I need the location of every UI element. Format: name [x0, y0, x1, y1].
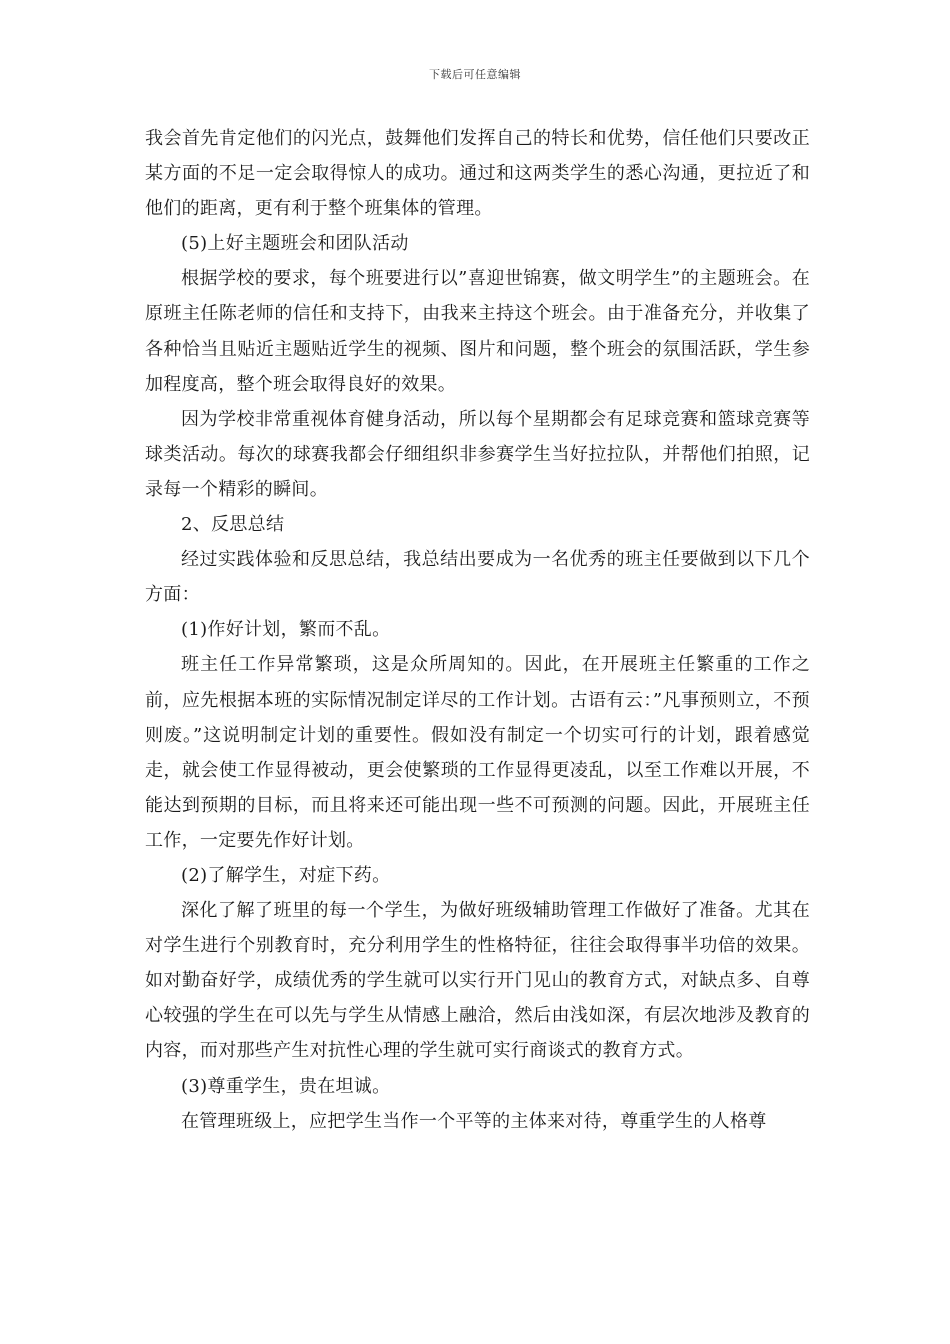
paragraph: 因为学校非常重视体育健身活动，所以每个星期都会有足球竞赛和篮球竞赛等球类活动。每次的球赛我都会仔细组织非参赛学生当好拉拉队，并帮他们拍照，记录每一个精彩的瞬间。 — [145, 408, 810, 500]
paragraph: 我会首先肯定他们的闪光点，鼓舞他们发挥自己的特长和优势，信任他们只要改正某方面的不足一定会取得惊人的成功。通过和这两类学生的悉心沟通，更拉近了和他们的距离，更有利于整个班集体的管理。 — [145, 128, 810, 220]
section-heading: (3)尊重学生，贵在坦诚。 — [181, 1075, 391, 1097]
paragraph: 经过实践体验和反思总结，我总结出要成为一名优秀的班主任要做到以下几个方面： — [145, 549, 810, 606]
document-body — [145, 121, 810, 1139]
section-heading: (2)了解学生，对症下药。 — [181, 864, 391, 886]
section-heading: 2、反思总结 — [181, 514, 285, 536]
paragraph: 在管理班级上，应把学生当作一个平等的主体来对待，尊重学生的人格尊 — [181, 1110, 767, 1132]
section-heading: (1)作好计划，繁而不乱。 — [181, 619, 391, 641]
paragraph: 班主任工作异常繁琐，这是众所周知的。因此，在开展班主任繁重的工作之前，应先根据本班的实际情况制定详尽的工作计划。古语有云：”凡事预则立，不预则废。”这说明制定计划的重要性。假如没有制定一个切实可行的计划，跟着感觉走，就会使工作显得被动，更会使繁琐的工作显得更凌乱，以至工作难以开展，不能达到预期的目标，而且将来还可能出现一些不可预测的问题。因此，开展班主任工作，一定要先作好计划。 — [145, 654, 810, 851]
page-header-note: 下载后可任意编辑 — [429, 68, 521, 81]
paragraph: 深化了解了班里的每一个学生，为做好班级辅助管理工作做好了准备。尤其在对学生进行个别教育时，充分利用学生的性格特征，往往会取得事半功倍的效果。如对勤奋好学，成绩优秀的学生就可以实行开门见山的教育方式，对缺点多、自尊心较强的学生在可以先与学生从情感上融洽，然后由浅如深，有层次地涉及教育的内容，而对那些产生对抗性心理的学生就可实行商谈式的教育方式。 — [145, 900, 810, 1062]
paragraph: 根据学校的要求，每个班要进行以”喜迎世锦赛，做文明学生”的主题班会。在原班主任陈老师的信任和支持下，由我来主持这个班会。由于准备充分，并收集了各种恰当且贴近主题贴近学生的视频、图片和问题，整个班会的氛围活跃，学生参加程度高，整个班会取得良好的效果。 — [145, 268, 810, 395]
section-heading: (5)上好主题班会和团队活动 — [181, 233, 409, 255]
